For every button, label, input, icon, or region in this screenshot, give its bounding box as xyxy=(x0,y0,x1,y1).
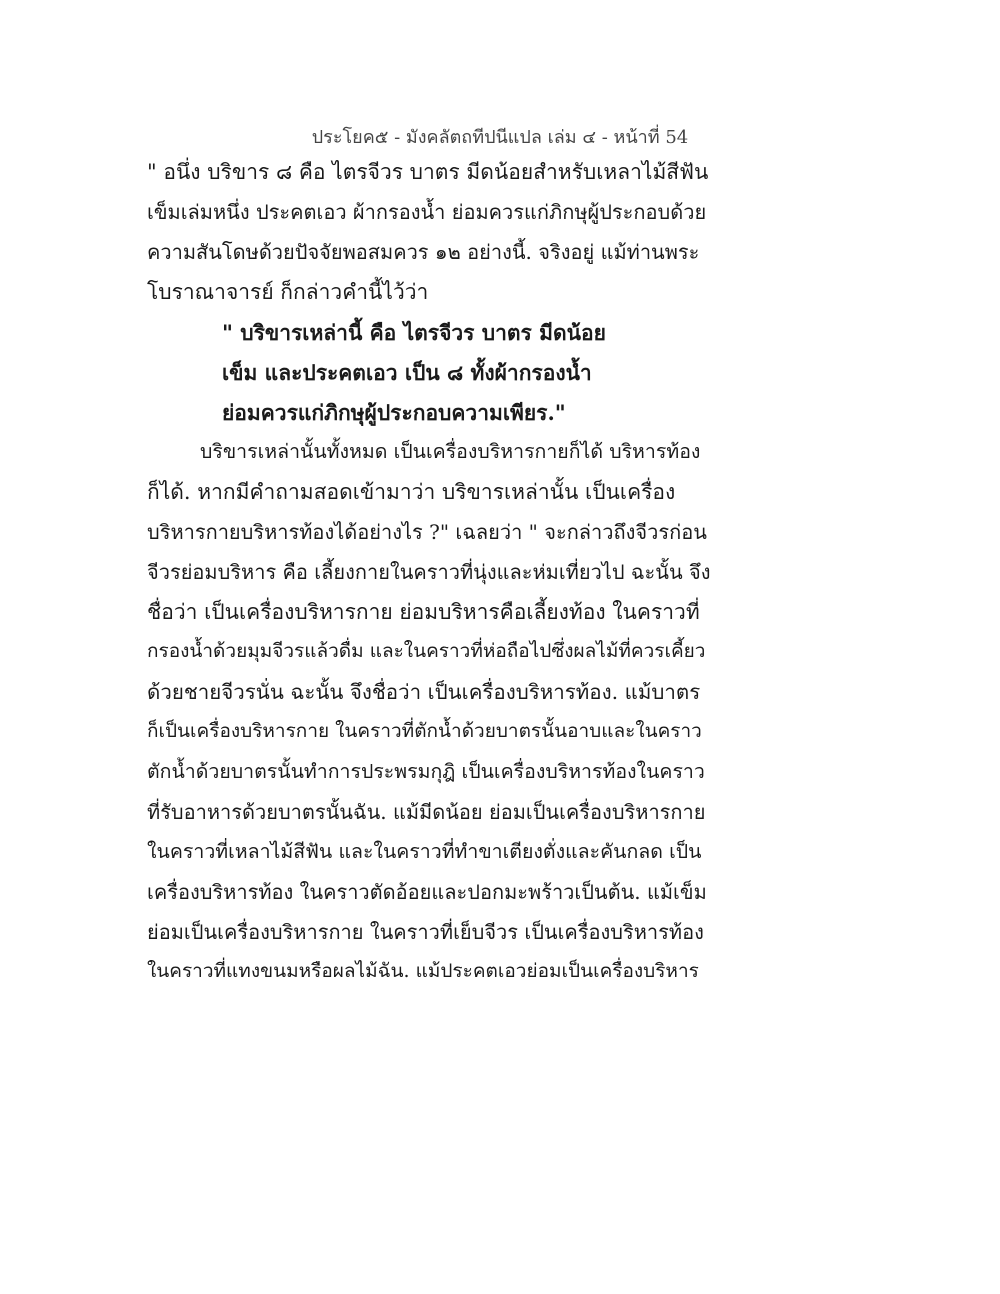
text-line: ตักน้ำด้วยบาตรนั้นทำการประพรมกุฎิ เป็นเครื่องบริหารท้องในคราว xyxy=(147,760,705,783)
text-line: ก็ได้. หากมีคำถามสอดเข้ามาว่า บริขารเหล่านั้น เป็นเครื่อง xyxy=(147,480,676,504)
text-line: โบราณาจารย์ ก็กล่าวคำนี้ไว้ว่า xyxy=(147,280,429,304)
text-line: ในคราวที่เหลาไม้สีฟัน และในคราวที่ทำขาเตียงตั่งและคันกลด เป็น xyxy=(147,840,702,863)
text-line: เครื่องบริหารท้อง ในคราวตัดอ้อยและปอกมะพร้าวเป็นต้น. แม้เข็ม xyxy=(147,880,707,904)
text-line: ในคราวที่แทงขนมหรือผลไม้ฉัน. แม้ประคตเอวย่อมเป็นเครื่องบริหาร xyxy=(147,960,699,982)
verse-line: " บริขารเหล่านี้ คือ ไตรจีวร บาตร มีดน้อย xyxy=(222,320,606,345)
text-line: ความสันโดษด้วยปัจจัยพอสมควร ๑๒ อย่างนี้. จริงอยู่ แม้ท่านพระ xyxy=(147,240,700,264)
text-line: บริขารเหล่านั้นทั้งหมด เป็นเครื่องบริหารกายก็ได้ บริหารท้อง xyxy=(200,440,701,463)
text-line: " อนึ่ง บริขาร ๘ คือ ไตรจีวร บาตร มีดน้อยสำหรับเหลาไม้สีฟัน xyxy=(147,160,709,184)
text-line: ชื่อว่า เป็นเครื่องบริหารกาย ย่อมบริหารคือเลี้ยงท้อง ในคราวที่ xyxy=(147,600,700,624)
text-line: เข็มเล่มหนึ่ง ประคตเอว ผ้ากรองน้ำ ย่อมควรแก่ภิกษุผู้ประกอบด้วย xyxy=(147,200,707,224)
page-header: ประโยค๕ - มังคลัตถทีปนีแปล เล่ม ๔ - หน้าที่ 54 xyxy=(311,127,689,148)
text-line: ย่อมเป็นเครื่องบริหารกาย ในคราวที่เย็บจีวร เป็นเครื่องบริหารท้อง xyxy=(147,920,704,944)
text-line: ก็เป็นเครื่องบริหารกาย ในคราวที่ตักน้ำด้วยบาตรนั้นอาบและในคราว xyxy=(147,720,702,742)
verse-line: ย่อมควรแก่ภิกษุผู้ประกอบความเพียร." xyxy=(222,400,566,425)
text-line: ด้วยชายจีวรนั่น ฉะนั้น จึงชื่อว่า เป็นเครื่องบริหารท้อง. แม้บาตร xyxy=(147,680,701,704)
verse-line: เข็ม และประคตเอว เป็น ๘ ทั้งผ้ากรองน้ำ xyxy=(222,360,592,385)
text-line: จีวรย่อมบริหาร คือ เลี้ยงกายในคราวที่นุ่งและห่มเที่ยวไป ฉะนั้น จึง xyxy=(147,560,711,584)
text-line: กรองน้ำด้วยมุมจีวรแล้วดื่ม และในคราวที่ห่อถือไปซึ่งผลไม้ที่ควรเคี้ยว xyxy=(147,640,706,662)
text-line: ที่รับอาหารด้วยบาตรนั้นฉัน. แม้มีดน้อย ย่อมเป็นเครื่องบริหารกาย xyxy=(147,800,706,824)
text-line: บริหารกายบริหารท้องได้อย่างไร ?" เฉลยว่า " จะกล่าวถึงจีวรก่อน xyxy=(147,520,707,544)
